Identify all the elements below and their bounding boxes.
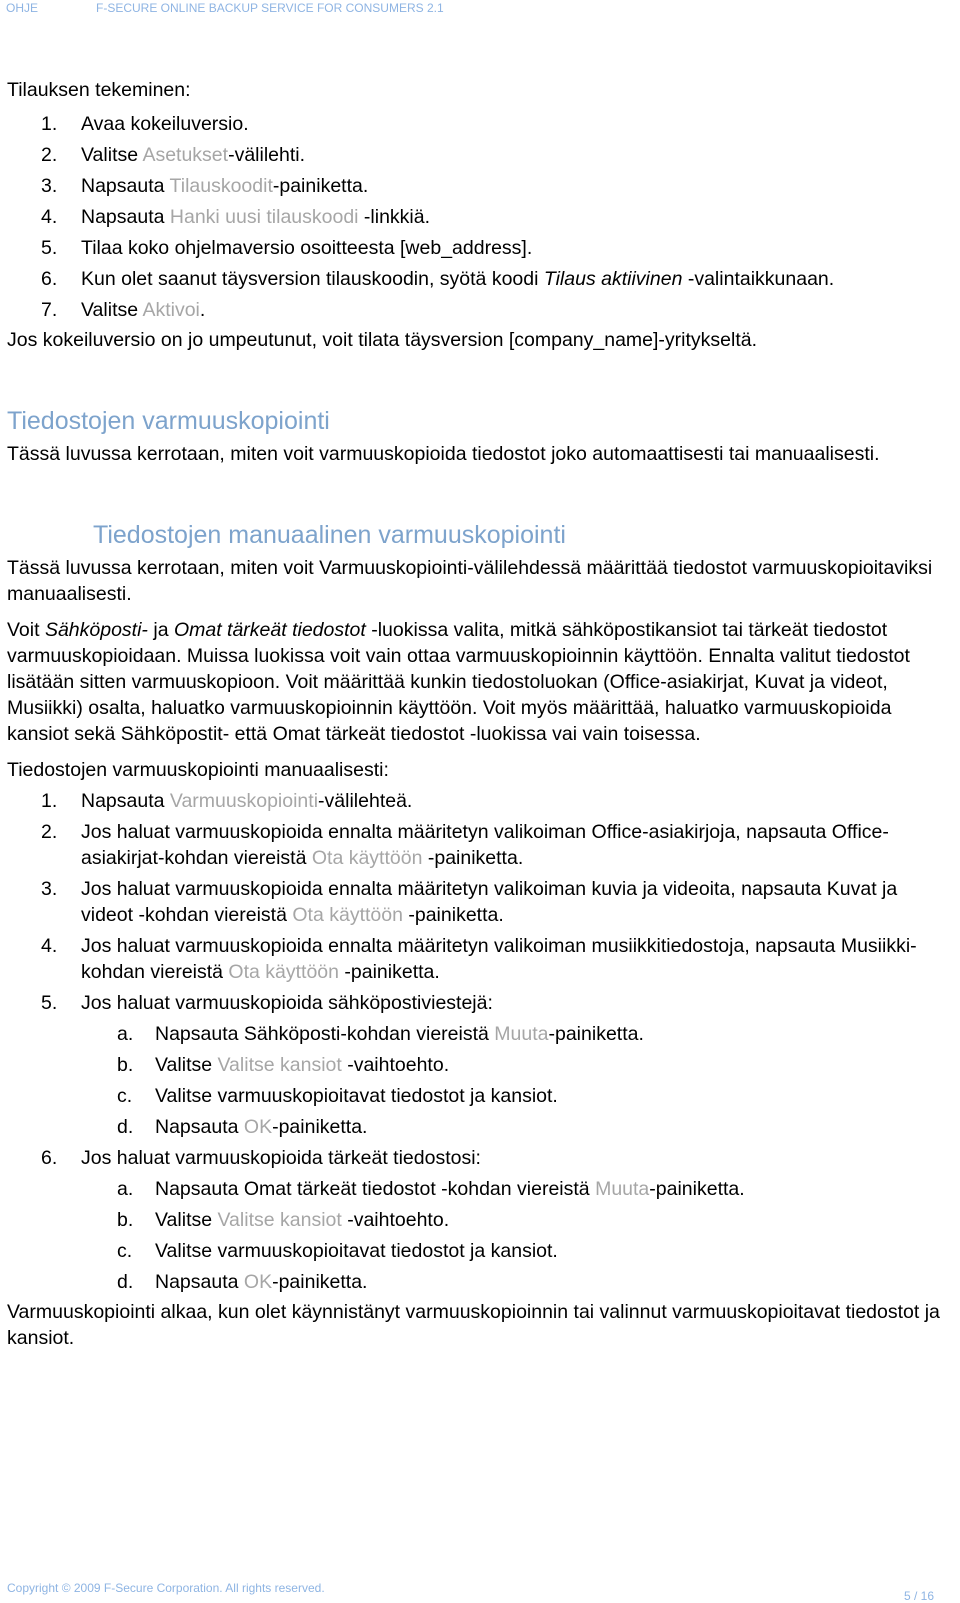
ui-term: Tilauskoodit	[169, 175, 273, 197]
sub-list-item: b. Valitse Valitse kansiot -vaihtoehto.	[117, 1209, 450, 1231]
ui-term: Hanki uusi tilauskoodi	[169, 206, 359, 228]
footer-page-number: 5 / 16	[903, 1589, 934, 1603]
ui-term: Aktivoi	[142, 299, 200, 321]
list-item: 1. Napsauta Varmuuskopiointi-välilehteä.	[41, 790, 413, 812]
body-paragraph: Voit Sähköposti- ja Omat tärkeät tiedostot -luokissa valita, mitkä sähköpostikansiot tai tärkeät tiedostot varmuuskopioidaan. Muissa luokissa voit vain ottaa varmuuskopioinnin käyttöön. Ennalta valitut tiedostot lisätään sitten varmuuskopioon. Voit määrittää kunkin tiedostoluokan (Office-asiakirjat, Kuvat ja videot, Musiikki) osalta, haluatko varmuuskopioinnin käyttöön. Voit myös määrittää, haluatko varmuuskopioida kansiot sekä Sähköpostit- että Omat tärkeät tiedostot -luokissa vai vain toisessa.	[7, 619, 910, 745]
steps-heading: Tiedostojen varmuuskopiointi manuaalisesti:	[7, 759, 389, 781]
list-item: 2. Valitse Asetukset-välilehti.	[41, 144, 306, 166]
order-heading: Tilauksen tekeminen:	[7, 79, 191, 101]
header-label: OHJE	[6, 1, 39, 15]
list-item: 1. Avaa kokeiluversio.	[41, 113, 249, 135]
sub-list-item: d. Napsauta OK-painiketta.	[117, 1116, 368, 1138]
order-note: Jos kokeiluversio on jo umpeutunut, voit tilata täysversion [company_name]-yritykseltä.	[7, 329, 758, 351]
list-item: 6. Jos haluat varmuuskopioida tärkeät tiedostosi:	[41, 1147, 481, 1169]
ui-term: Valitse kansiot	[217, 1054, 342, 1076]
list-item: 4. Napsauta Hanki uusi tilauskoodi -linkkiä.	[41, 206, 431, 228]
closing-paragraph: Varmuuskopiointi alkaa, kun olet käynnistänyt varmuuskopioinnin tai valinnut varmuuskopioitavat tiedostot ja kansiot.	[7, 1301, 940, 1349]
ui-term: Ota käyttöön	[228, 961, 339, 983]
document-body	[7, 77, 952, 1351]
ui-term: Valitse kansiot	[217, 1209, 342, 1231]
list-item: 7. Valitse Aktivoi.	[41, 299, 206, 321]
sub-list-item: a. Napsauta Omat tärkeät tiedostot -kohdan viereistä Muuta-painiketta.	[117, 1178, 745, 1200]
list-item: 6. Kun olet saanut täysversion tilauskoodin, syötä koodi Tilaus aktiivinen -valintaikkunaan.	[41, 268, 835, 290]
section-heading: Tiedostojen varmuuskopiointi	[7, 407, 330, 435]
section-intro: Tässä luvussa kerrotaan, miten voit varmuuskopioida tiedostot joko automaattisesti tai manuaalisesti.	[7, 443, 880, 465]
list-item: 3. Jos haluat varmuuskopioida ennalta määritetyn valikoiman kuvia ja videoita, napsauta Kuvat ja videot -kohdan viereistä Ota käyttöön -painiketta.	[41, 878, 898, 926]
ui-term: Ota käyttöön	[292, 904, 403, 926]
page-header	[6, 0, 444, 16]
sub-list-item: b. Valitse Valitse kansiot -vaihtoehto.	[117, 1054, 450, 1076]
footer-copyright: Copyright © 2009 F-Secure Corporation. All rights reserved.	[7, 1581, 325, 1595]
ui-term-italic: Tilaus aktiivinen	[543, 268, 683, 290]
sub-list-files	[7, 1176, 952, 1295]
order-steps	[7, 111, 952, 323]
ui-term: Varmuuskopiointi	[169, 790, 319, 812]
list-item: 5. Jos haluat varmuuskopioida sähköpostiviestejä:	[41, 992, 493, 1014]
backup-steps	[7, 788, 952, 1295]
ui-term: Ota käyttöön	[311, 847, 423, 869]
ui-term: Muuta	[494, 1023, 549, 1045]
list-item: 5. Tilaa koko ohjelmaversio osoitteesta [web_address].	[41, 237, 533, 259]
header-title: F-SECURE ONLINE BACKUP SERVICE FOR CONSUMERS 2.1	[96, 1, 444, 15]
subsection-intro: Tässä luvussa kerrotaan, miten voit Varmuuskopiointi-välilehdessä määrittää tiedostot varmuuskopioitaviksi manuaalisesti.	[7, 557, 933, 605]
sub-list-item: c. Valitse varmuuskopioitavat tiedostot ja kansiot.	[117, 1085, 558, 1107]
sub-list-email	[7, 1021, 952, 1140]
list-item: 3. Napsauta Tilauskoodit-painiketta.	[41, 175, 369, 197]
sub-list-item: d. Napsauta OK-painiketta.	[117, 1271, 368, 1293]
ui-term: Asetukset	[142, 144, 229, 166]
sub-list-item: c. Valitse varmuuskopioitavat tiedostot ja kansiot.	[117, 1240, 558, 1262]
list-item: 2. Jos haluat varmuuskopioida ennalta määritetyn valikoiman Office-asiakirjoja, napsauta Office-asiakirjat-kohdan viereistä Ota käyttöön -painiketta.	[41, 821, 889, 869]
ui-term: Muuta	[595, 1178, 650, 1200]
ui-term: OK	[243, 1116, 273, 1138]
subsection-heading: Tiedostojen manuaalinen varmuuskopiointi	[93, 521, 566, 549]
ui-term: OK	[243, 1271, 273, 1293]
sub-list-item: a. Napsauta Sähköposti-kohdan viereistä Muuta-painiketta.	[117, 1023, 644, 1045]
list-item: 4. Jos haluat varmuuskopioida ennalta määritetyn valikoiman musiikkitiedostoja, napsauta Musiikki-kohdan viereistä Ota käyttöön -painiketta.	[41, 935, 917, 983]
